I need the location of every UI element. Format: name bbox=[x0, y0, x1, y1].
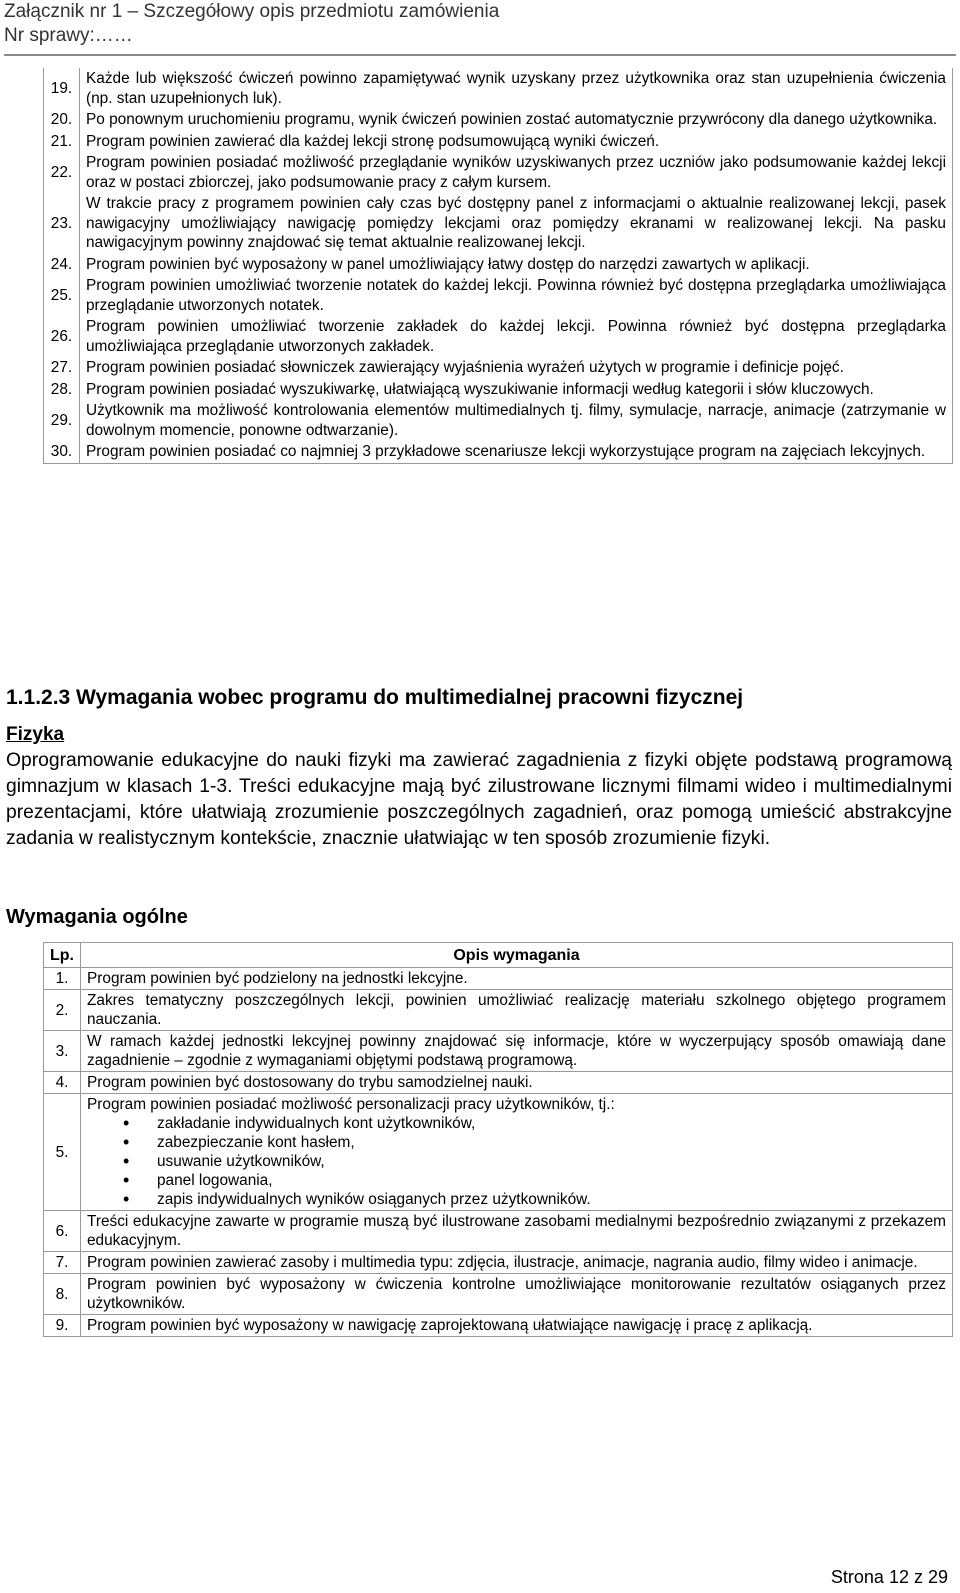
header-title: Załącznik nr 1 – Szczegółowy opis przedmiotu zamówienia bbox=[4, 1, 500, 22]
table-row bbox=[44, 1094, 953, 1211]
row-text: Każde lub większość ćwiczeń powinno zapamiętywać wynik uzyskany przez użytkownika oraz stan uzupełnienia ćwiczenia (np. stan uzupełnionych luk). bbox=[80, 68, 953, 109]
table-row bbox=[44, 990, 953, 1031]
table-row bbox=[44, 109, 953, 131]
table-row bbox=[44, 1315, 953, 1337]
row-number: 20. bbox=[44, 109, 80, 131]
row-number: 7. bbox=[44, 1252, 81, 1274]
table-row bbox=[44, 1031, 953, 1072]
row-number: 2. bbox=[44, 990, 81, 1031]
row-text: Program powinien posiadać co najmniej 3 przykładowe scenariusze lekcji wykorzystujące program na zajęciach lekcyjnych. bbox=[80, 441, 953, 463]
subject-title: Fizyka bbox=[6, 724, 65, 745]
header-case-number: Nr sprawy:…… bbox=[4, 25, 133, 46]
row-number: 27. bbox=[44, 357, 80, 379]
row-text: Program powinien być wyposażony w nawigację zaprojektowaną ułatwiające nawigację i pracę z aplikacją. bbox=[81, 1315, 953, 1337]
general-requirements-heading: Wymagania ogólne bbox=[6, 906, 188, 928]
table-row bbox=[44, 968, 953, 990]
row-number: 9. bbox=[44, 1315, 81, 1337]
row-text: Program powinien umożliwiać tworzenie zakładek do każdej lekcji. Powinna również być dostępna przeglądarka umożliwiająca przeglądanie utworzonych zakładek. bbox=[80, 316, 953, 357]
row-number: 22. bbox=[44, 152, 80, 193]
section-heading: 1.1.2.3 Wymagania wobec programu do multimedialnej pracowni fizycznej bbox=[6, 686, 744, 709]
row-number: 28. bbox=[44, 379, 80, 401]
table-row bbox=[44, 316, 953, 357]
row-number: 21. bbox=[44, 131, 80, 153]
list-item: • zakładanie indywidualnych kont użytkowników, bbox=[157, 1114, 946, 1133]
table-row bbox=[44, 152, 953, 193]
row-text-with-list bbox=[81, 1094, 953, 1211]
row-number: 29. bbox=[44, 400, 80, 441]
table-row bbox=[44, 275, 953, 316]
row-text: Program powinien posiadać możliwość przeglądanie wyników uzyskiwanych przez uczniów jako podsumowanie każdej lekcji oraz w postaci zbiorczej, jako podsumowanie pracy z całym kursem. bbox=[80, 152, 953, 193]
row-number: 19. bbox=[44, 68, 80, 109]
table-row bbox=[44, 68, 953, 109]
page-header bbox=[4, 0, 954, 48]
row-number: 6. bbox=[44, 1211, 81, 1252]
row-text: Użytkownik ma możliwość kontrolowania elementów multimedialnych tj. filmy, symulacje, narracje, animacje (zatrzymanie w dowolnym momencie, ponowne odtwarzanie). bbox=[80, 400, 953, 441]
table-row bbox=[44, 400, 953, 441]
row-text: Program powinien być dostosowany do trybu samodzielnej nauki. bbox=[81, 1072, 953, 1094]
row-text: Program powinien zawierać dla każdej lekcji stronę podsumowującą wyniki ćwiczeń. bbox=[80, 131, 953, 153]
column-header-description: Opis wymagania bbox=[81, 943, 953, 968]
table-row bbox=[44, 441, 953, 463]
row-number: 30. bbox=[44, 441, 80, 463]
table-row bbox=[44, 379, 953, 401]
row-number: 26. bbox=[44, 316, 80, 357]
table-row bbox=[44, 357, 953, 379]
table-row bbox=[44, 1072, 953, 1094]
list-item: • zapis indywidualnych wyników osiąganych przez użytkowników. bbox=[157, 1190, 946, 1209]
section-body: Oprogramowanie edukacyjne do nauki fizyki ma zawierać zagadnienia z fizyki objęte podstawą programową gimnazjum w klasach 1-3. Treści edukacyjne mają być zilustrowane licznymi filmami wideo i multimedialnymi prezentacjami, które ułatwiają zrozumienie poszczególnych zagadnień, oraz pomogą umieścić abstrakcyjne zadania w realistycznym kontekście, znacznie ułatwiając w ten sposób zrozumienie fizyki. bbox=[6, 750, 952, 849]
list-item: • usuwanie użytkowników, bbox=[157, 1152, 946, 1171]
table-row bbox=[44, 1252, 953, 1274]
table-row bbox=[44, 1274, 953, 1315]
row-text: W trakcie pracy z programem powinien cały czas być dostępny panel z informacjami o aktualnie realizowanej lekcji, pasek nawigacyjny umożliwiający nawigację pomiędzy lekcjami oraz pomiędzy ekranami w realizowanej lekcji. Na pasku nawigacyjnym powinny znajdować się temat aktualnie realizowanej lekcji. bbox=[80, 193, 953, 254]
row-text: Program powinien zawierać zasoby i multimedia typu: zdjęcia, ilustracje, animacje, nagrania audio, filmy wideo i animacje. bbox=[81, 1252, 953, 1274]
row-number: 5. bbox=[44, 1094, 81, 1211]
row-number: 25. bbox=[44, 275, 80, 316]
row-text: Program powinien umożliwiać tworzenie notatek do każdej lekcji. Powinna również być dostępna przeglądarka umożliwiająca przeglądanie utworzonych notatek. bbox=[80, 275, 953, 316]
row-number: 4. bbox=[44, 1072, 81, 1094]
requirements-table-continued bbox=[43, 68, 953, 464]
row-text: Zakres tematyczny poszczególnych lekcji, powinien umożliwiać realizację materiału szkolnego objętego programem nauczania. bbox=[81, 990, 953, 1031]
list-item: • zabezpieczanie kont hasłem, bbox=[157, 1133, 946, 1152]
header-rule bbox=[4, 54, 956, 56]
row-text: Program powinien posiadać wyszukiwarkę, ułatwiającą wyszukiwanie informacji według kategorii i słów kluczowych. bbox=[80, 379, 953, 401]
row-number: 24. bbox=[44, 254, 80, 276]
bullet-list bbox=[87, 1114, 946, 1209]
row-number: 8. bbox=[44, 1274, 81, 1315]
row-number: 3. bbox=[44, 1031, 81, 1072]
row-text: Program powinien być podzielony na jednostki lekcyjne. bbox=[81, 968, 953, 990]
row-number: 23. bbox=[44, 193, 80, 254]
row-text: Program powinien być wyposażony w panel umożliwiający łatwy dostęp do narzędzi zawartych w aplikacji. bbox=[80, 254, 953, 276]
list-item: • panel logowania, bbox=[157, 1171, 946, 1190]
row-text: Program powinien być wyposażony w ćwiczenia kontrolne umożliwiające monitorowanie rezultatów osiąganych przez użytkowników. bbox=[81, 1274, 953, 1315]
table-row bbox=[44, 131, 953, 153]
column-header-lp: Lp. bbox=[44, 943, 81, 968]
row-text: Program powinien posiadać możliwość personalizacji pracy użytkowników, tj.: bbox=[87, 1096, 615, 1113]
table-row bbox=[44, 254, 953, 276]
table-row bbox=[44, 193, 953, 254]
table-row bbox=[44, 1211, 953, 1252]
row-number: 1. bbox=[44, 968, 81, 990]
row-text: Po ponownym uruchomieniu programu, wynik ćwiczeń powinien zostać automatycznie przywrócony dla danego użytkownika. bbox=[80, 109, 953, 131]
row-text: W ramach każdej jednostki lekcyjnej powinny znajdować się informacje, które w wyczerpujący sposób omawiają dane zagadnienie – zgodnie z wymaganiami objętymi podstawą programową. bbox=[81, 1031, 953, 1072]
table-header-row bbox=[44, 943, 953, 968]
row-text: Treści edukacyjne zawarte w programie muszą być ilustrowane zasobami medialnymi bezpośrednio związanymi z przekazem edukacyjnym. bbox=[81, 1211, 953, 1252]
general-requirements-table bbox=[43, 942, 953, 1337]
page-number: Strona 12 z 29 bbox=[830, 1567, 948, 1587]
row-text: Program powinien posiadać słowniczek zawierający wyjaśnienia wyrażeń użytych w programie i definicje pojęć. bbox=[80, 357, 953, 379]
